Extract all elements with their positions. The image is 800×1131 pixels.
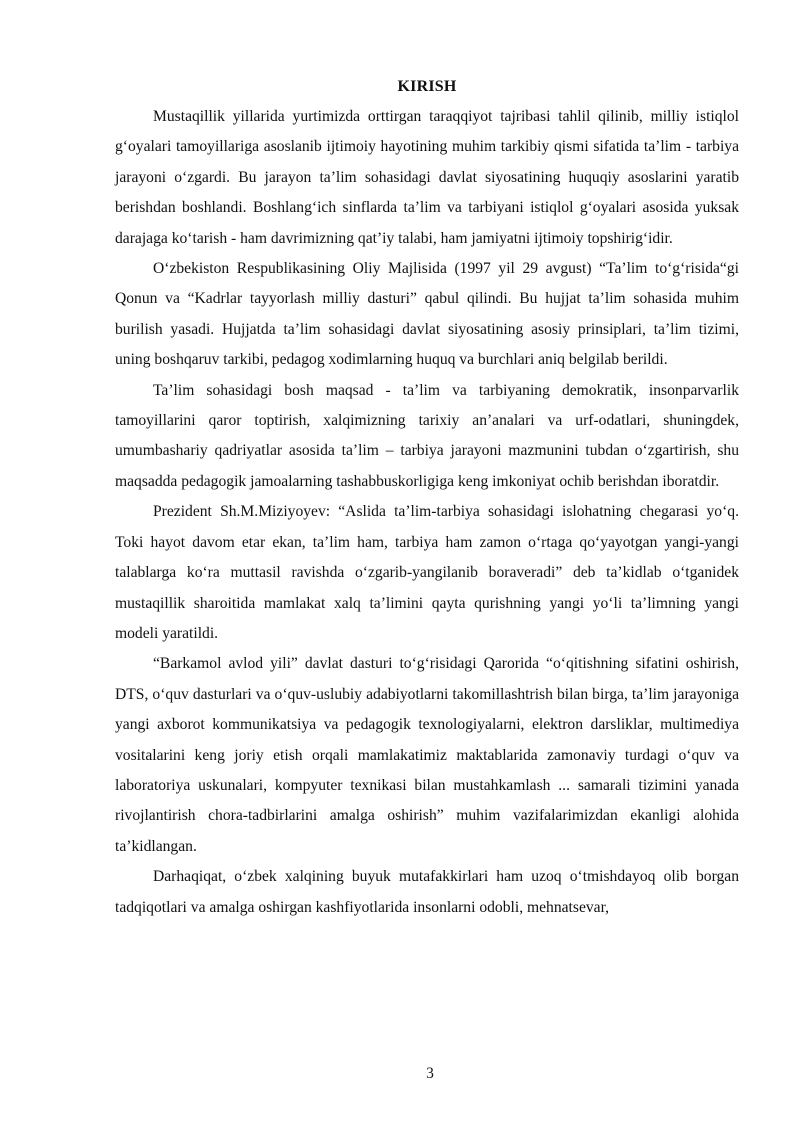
page-number: 3 — [426, 1065, 434, 1082]
document-heading: KIRISH — [397, 78, 457, 95]
paragraph-5: “Barkamol avlod yili” davlat dasturi to‘g‘risidagi Qarorida “o‘qitishning sifatini oshirish, DTS, o‘quv dasturlari va o‘quv-uslubiy adabiyotlarni takomillashtrish bilan birga, ta’lim jarayoniga yangi axborot kommunikatsiya va pedagogik texnologiyalarni, elektron darsliklar, multimediya vositalarini keng joriy etish orqali mamlakatimiz maktablarida zamonaviy turdagi o‘quv va laboratoriya uskunalari, kompyuter texnikasi bilan mustahkamlash ... samarali tizimini yanada rivojlantirish chora-tadbirlarini amalga oshirish” muhim vazifalarimizdan ekanligi alohida ta’kidlangan. — [115, 655, 739, 855]
paragraph-6: Darhaqiqat, o‘zbek xalqining buyuk mutafakkirlari ham uzoq o‘tmishdayoq olib borgan tadqiqotlari va amalga oshirgan kashfiyotlarida insonlarni odobli, mehnatsevar, — [115, 868, 739, 916]
document-page — [115, 77, 739, 923]
paragraph-2: O‘zbekiston Respublikasining Oliy Majlisida (1997 yil 29 avgust) “Ta’lim to‘g‘risida“gi Qonun va “Kadrlar tayyorlash milliy dasturi” qabul qilindi. Bu hujjat ta’lim sohasida muhim burilish yasadi. Hujjatda ta’lim sohasidagi davlat siyosatining asosiy prinsiplari, ta’lim tizimi, uning boshqaruv tarkibi, pedagog xodimlarning huquq va burchlari aniq belgilab berildi. — [115, 260, 739, 369]
paragraph-1: Mustaqillik yillarida yurtimizda orttirgan taraqqiyot tajribasi tahlil qilinib, milliy istiqlol g‘oyalari tamoyillariga asoslanib ijtimoiy hayotining muhim tarkibiy qismi sifatida ta’lim - tarbiya jarayoni o‘zgardi. Bu jarayon ta’lim sohasidagi davlat siyosatining huquqiy asoslarini yaratib berishdan boshlandi. Boshlang‘ich sinflarda ta’lim va tarbiyani istiqlol g‘oyalari asosida yuksak darajaga ko‘tarish - ham davrimizning qat’iy talabi, ham jamiyatni ijtimoiy topshirig‘idir. — [115, 108, 739, 247]
paragraph-3: Ta’lim sohasidagi bosh maqsad - ta’lim va tarbiyaning demokratik, insonparvarlik tamoyillarini qaror toptirish, xalqimizning tarixiy an’analari va urf-odatlari, shuningdek, umumbashariy qadriyatlar asosida ta’lim – tarbiya jarayoni mazmunini tubdan o‘zgartirish, shu maqsadda pedagogik jamoalarning tashabbuskorligiga keng imkoniyat ochib berishdan iboratdir. — [115, 381, 739, 490]
paragraph-4: Prezident Sh.M.Miziyoyev: “Aslida ta’lim-tarbiya sohasidagi islohatning chegarasi yo‘q. Toki hayot davom etar ekan, ta’lim ham, tarbiya ham zamon o‘rtaga qo‘yayotgan yangi-yangi talablarga ko‘ra muttasil ravishda o‘zgarib-yangilanib boraveradi” deb ta’kidlab o‘tganidek mustaqillik sharoitida mamlakat xalq ta’limini qayta qurishning yangi yo‘li ta’limning yangi modeli yaratildi. — [115, 503, 739, 642]
